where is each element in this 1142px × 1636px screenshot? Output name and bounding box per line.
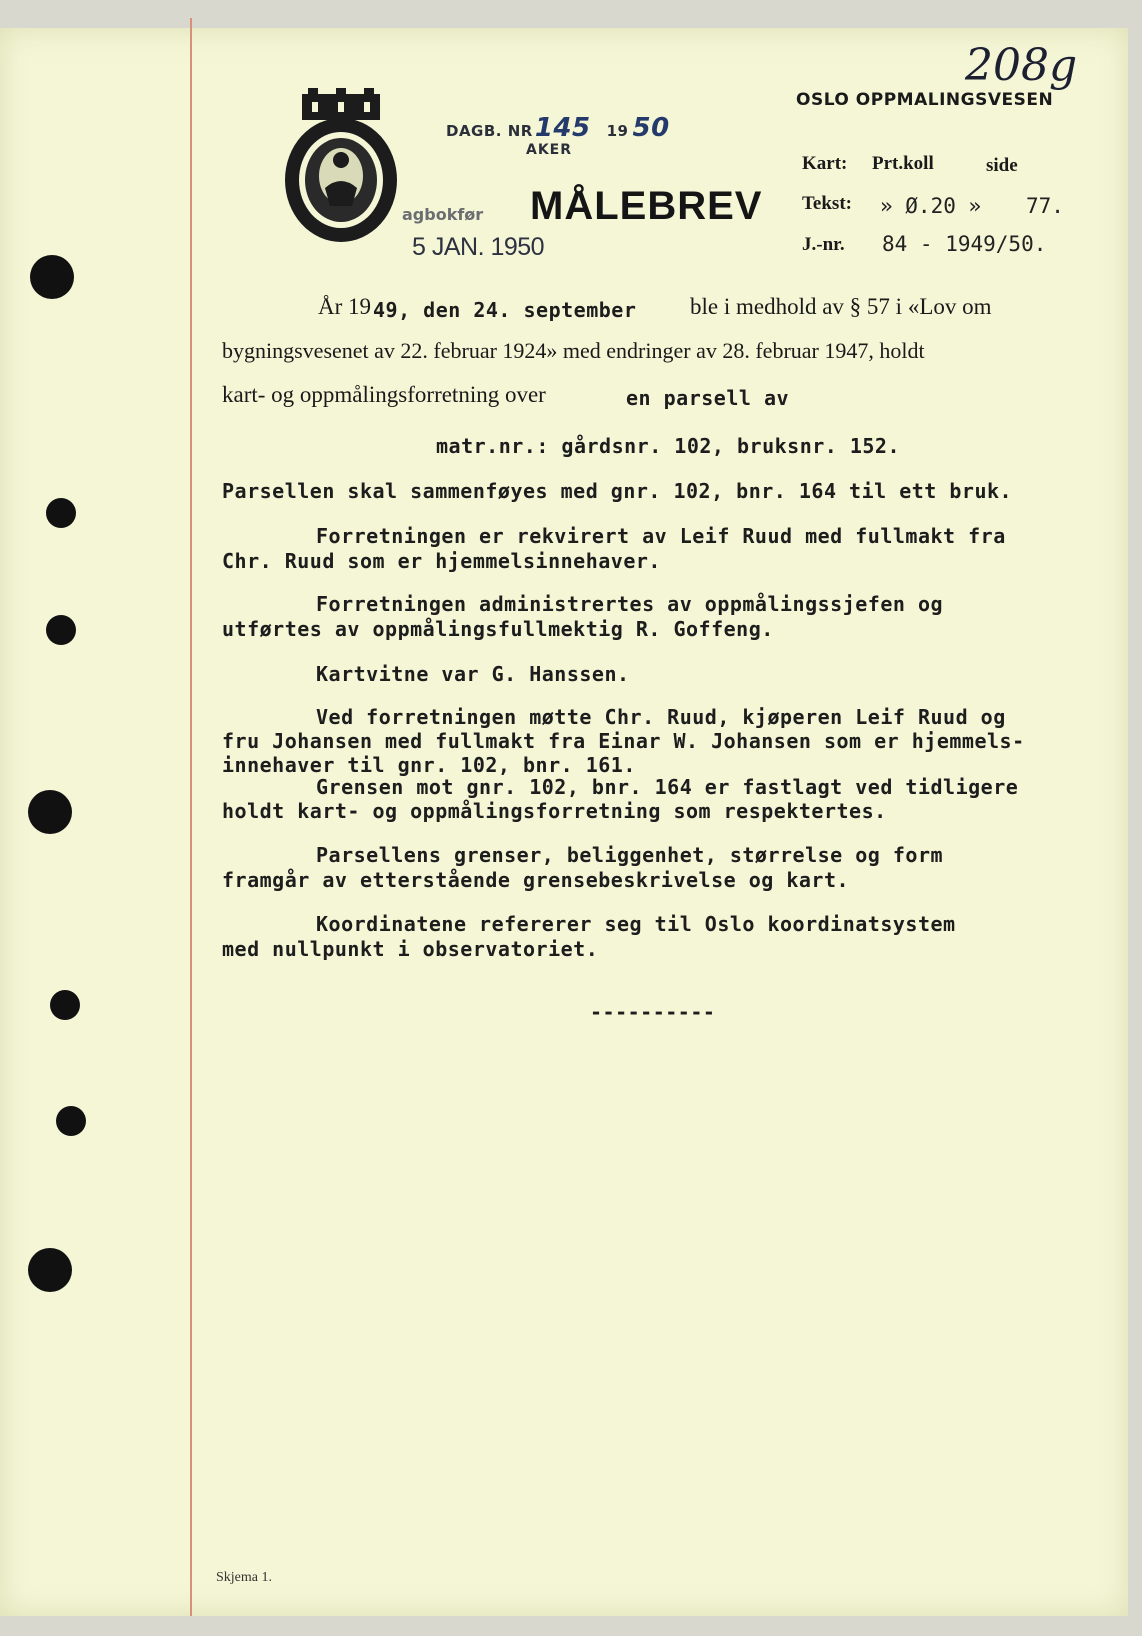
- intro-line-1-pre: År 19: [318, 294, 372, 319]
- document-title: MÅLEBREV: [530, 184, 763, 228]
- kart-value: Prt.koll: [872, 153, 934, 174]
- stamp-faded-text: agbokfør: [402, 205, 484, 224]
- paragraph-line: fru Johansen med fullmakt fra Einar W. Johansen som er hjemmels-: [222, 729, 1025, 753]
- jnr-label: J.-nr.: [802, 234, 845, 255]
- jnr-value: 84 - 1949/50.: [882, 232, 1047, 256]
- paragraph-line: Forretningen er rekvirert av Leif Ruud med fullmakt fra: [316, 524, 1006, 548]
- paragraph-line: Kartvitne var G. Hanssen.: [316, 662, 630, 686]
- paragraph-line: Forretningen administrertes av oppmålingssjefen og: [316, 592, 944, 616]
- intro-line-3-pre: kart- og oppmålingsforretning over: [222, 382, 546, 407]
- paragraph-line: innehaver til gnr. 102, bnr. 161.: [222, 753, 636, 777]
- dagb-label: DAGB. NR: [446, 122, 533, 140]
- separator-line: ----------: [590, 1000, 716, 1024]
- paragraph-line: Grensen mot gnr. 102, bnr. 164 er fastlagt ved tidligere: [316, 775, 1019, 799]
- paragraph-line: Ved forretningen møtte Chr. Ruud, kjøperen Leif Ruud og: [316, 705, 1006, 729]
- paragraph-line: Chr. Ruud som er hjemmelsinnehaver.: [222, 549, 661, 573]
- year-prefix: 19: [606, 122, 629, 140]
- paragraph-line: holdt kart- og oppmålingsforretning som respektertes.: [222, 799, 887, 823]
- margin-rule: [190, 18, 192, 1616]
- intro-line-2: bygningsvesenet av 22. februar 1924» med endringer av 28. februar 1947, holdt: [222, 338, 925, 363]
- punch-hole: [56, 1106, 86, 1136]
- intro-line-3-typed: en parsell av: [626, 386, 790, 410]
- dagb-number-line: [446, 113, 670, 143]
- matr-line: matr.nr.: gårdsnr. 102, bruksnr. 152.: [436, 434, 901, 458]
- dagb-number: 145: [534, 113, 591, 143]
- year-suffix: 50: [632, 113, 670, 143]
- form-number: Skjema 1.: [216, 1570, 272, 1585]
- paragraph-line: Koordinatene refererer seg til Oslo koordinatsystem: [316, 912, 956, 936]
- punch-hole: [46, 615, 76, 645]
- paragraph-line: med nullpunkt i observatoriet.: [222, 937, 599, 961]
- paragraph-line: Parsellen skal sammenføyes med gnr. 102, bnr. 164 til ett bruk.: [222, 479, 1013, 503]
- intro-line-1-post: ble i medhold av § 57 i «Lov om: [690, 294, 992, 319]
- district-label: AKER: [526, 142, 573, 158]
- paragraph-line: framgår av etterstående grensebeskrivelse og kart.: [222, 868, 850, 892]
- side-label: side: [986, 155, 1018, 176]
- intro-line-1-typed: 49, den 24. september: [373, 298, 637, 322]
- office-name: OSLO OPPMALINGSVESEN: [796, 90, 1054, 110]
- punch-hole: [28, 790, 72, 834]
- punch-hole: [30, 255, 74, 299]
- paragraph-line: utførtes av oppmålingsfullmektig R. Goffeng.: [222, 617, 774, 641]
- punch-hole: [46, 498, 76, 528]
- paragraph-line: Parsellens grenser, beliggenhet, størrelse og form: [316, 843, 944, 867]
- tekst-side: 77.: [1026, 194, 1064, 218]
- punch-hole: [50, 990, 80, 1020]
- tekst-label: Tekst:: [802, 193, 852, 214]
- date-stamp: 5 JAN. 1950: [412, 233, 545, 261]
- tekst-value: » Ø.20 »: [880, 194, 982, 218]
- punch-hole: [28, 1248, 72, 1292]
- page-number-handwritten: 208g: [965, 40, 1078, 91]
- oslo-coat-of-arms-icon: [280, 88, 402, 248]
- kart-label: Kart:: [802, 153, 848, 174]
